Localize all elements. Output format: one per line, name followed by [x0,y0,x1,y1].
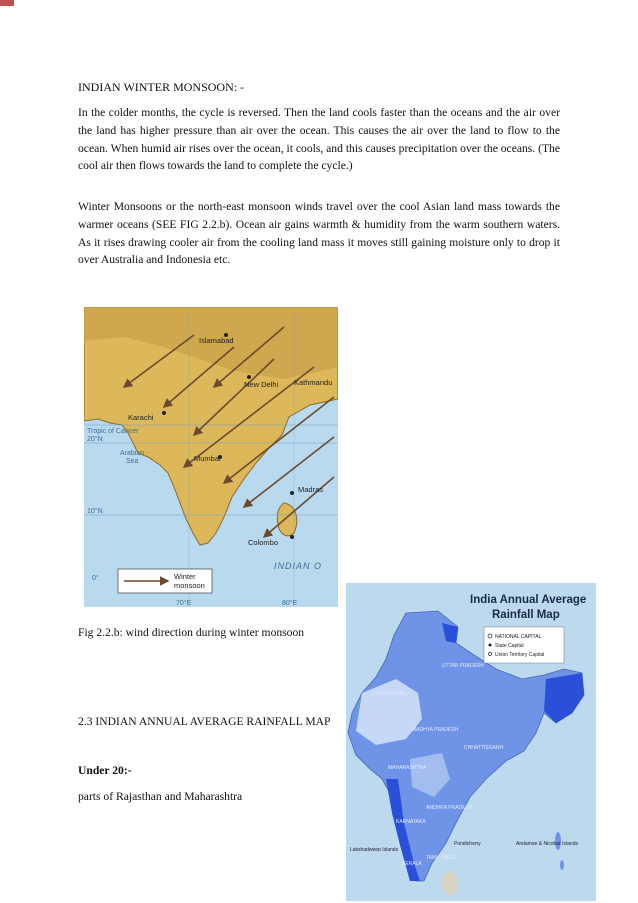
label-karnataka: KARNATAKA [396,819,426,825]
label-madhya-pradesh: MADHYA PRADESH [412,727,459,733]
label-islamabad: Islamabad [199,336,234,345]
rainfall-title-line1: India Annual Average [470,594,587,606]
rainfall-map [346,583,596,901]
label-andhra-pradesh: ANDHRA PRADESH [426,805,473,811]
label-rajasthan: RAJASTHAN [376,691,406,697]
label-tropic: Tropic of Cancer [87,428,139,435]
sub-heading: Under 20:- [78,764,132,777]
label-tamil-nadu: TAMIL NADU [426,855,456,861]
label-lon80: 80°E [282,600,298,607]
corner-accent [0,0,14,6]
label-lat10: 10°N [87,508,103,515]
label-sea-line2: Sea [126,458,139,465]
rainfall-title-line2: Rainfall Map [492,609,560,621]
label-kathmandu: Kathmandu [294,378,333,387]
nicobar-islands [560,860,564,870]
legend-ut-capital: Union Territory Capital [495,652,545,658]
label-lakshadweep: Lakshadweep Islands [350,847,399,853]
rainfall-legend [484,627,564,663]
label-ocean: INDIAN O [274,561,323,571]
label-chhattisgarh: CHHATTISGARH [464,745,504,751]
legend-state-capital: State Capital [495,643,524,649]
state-capital-symbol [489,644,492,647]
karachi-dot [162,411,166,415]
section-title: 2.3 INDIAN ANNUAL AVERAGE RAINFALL MAP [78,715,331,728]
label-new-delhi: New Delhi [244,380,279,389]
section-heading: INDIAN WINTER MONSOON: - [78,80,245,94]
label-lon70: 70°E [176,600,192,607]
label-andaman: Andaman & Nicobar Islands [516,841,578,847]
label-mumbai: Mumbai [194,454,221,463]
label-colombo: Colombo [248,538,279,547]
label-lat20: 20°N [87,436,103,443]
legend-text-line2: monsoon [174,581,205,590]
label-madras: Madras [298,485,324,494]
legend-national-capital: NATIONAL CAPITAL [495,634,542,640]
label-sea-line1: Arabian [120,450,145,457]
label-uttar-pradesh: UTTAR PRADESH [442,663,484,669]
label-kerala: KERALA [402,861,422,867]
map1-legend [118,569,212,593]
new-delhi-dot [247,375,251,379]
sub-text: parts of Rajasthan and Maharashtra [78,790,243,803]
sri-lanka-shape [442,871,458,895]
paragraph-winter-cycle: In the colder months, the cycle is reversed. Then the land cools faster than the oceans and the air over the land has higher pressure than air over the ocean. This causes the air over the land to flow to the ocean. When humid air rises over the ocean, it cools, and this causes precipitation over the oceans. (The cool air then flows towards the land to complete the cycle.) [78,106,560,173]
label-maharashtra: MAHARASHTRA [388,765,427,771]
winter-monsoon-map [84,307,338,607]
madras-dot [290,491,294,495]
colombo-dot [290,535,294,539]
label-pondicherry: Pondicherry [454,841,481,847]
label-lat0: 0° [92,575,99,582]
legend-text-line1: Winter [174,572,196,581]
paragraph-winter-monsoons: Winter Monsoons or the north-east monsoon winds travel over the cool Asian land mass towards the warmer oceans (SEE FIG 2.2.b). Ocean air gains warmth & humidity from the warm southern waters. As it rises drawing cooler air from the cooling land mass it moves still gaining moisture only to drop it over Australia and Indonesia etc. [78,200,560,267]
label-karachi: Karachi [128,413,154,422]
rainfall-map-svg [346,583,596,901]
figure-caption: Fig 2.2.b: wind direction during winter monsoon [78,626,305,639]
winter-monsoon-map-svg [84,307,338,607]
